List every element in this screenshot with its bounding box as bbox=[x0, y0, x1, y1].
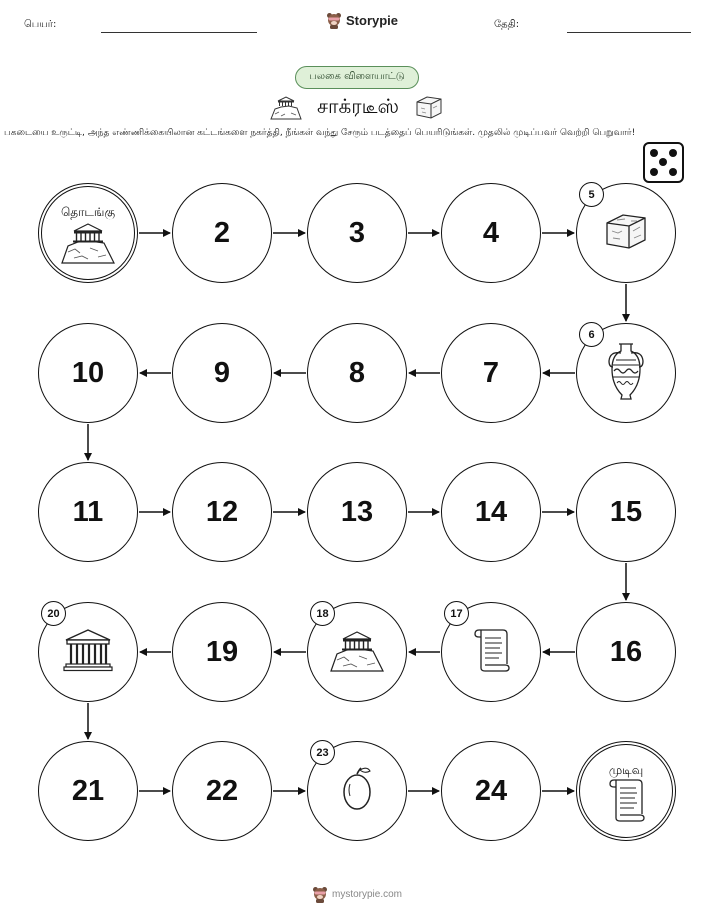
number-space-4 bbox=[441, 183, 541, 283]
brand-name: Storypie bbox=[346, 13, 399, 28]
number-space-15 bbox=[576, 462, 676, 562]
number-space-13 bbox=[307, 462, 407, 562]
date-label: தேதி: bbox=[494, 19, 520, 30]
finish-space bbox=[576, 741, 676, 841]
space-number: 22 bbox=[205, 774, 239, 807]
start-label: தொடங்கு bbox=[60, 205, 116, 219]
acropolis-icon bbox=[329, 628, 385, 676]
space-number: 21 bbox=[71, 774, 105, 807]
number-space-10 bbox=[38, 323, 138, 423]
number-space-22 bbox=[172, 741, 272, 841]
picture-space-18 bbox=[307, 602, 407, 702]
number-space-16 bbox=[576, 602, 676, 702]
greek-temple-icon bbox=[63, 628, 113, 676]
number-space-8 bbox=[307, 323, 407, 423]
bear-mascot-icon bbox=[312, 886, 328, 903]
space-number: 13 bbox=[340, 495, 374, 528]
space-number: 8 bbox=[348, 356, 366, 389]
instructions: பகடையை உருட்டி, அந்த எண்ணிக்கையிலான கட்டங்களை நகர்த்தி, நீங்கள் வந்து சேரும் படத்தைப் பெயரிடுங்கள். முதலில் முடிப்பவர் வெற்றி பெறுவார்! bbox=[4, 128, 636, 138]
number-space-14 bbox=[441, 462, 541, 562]
space-number-badge: 17 bbox=[444, 601, 469, 626]
game-type-badge: பலகை விளையாட்டு bbox=[295, 66, 419, 89]
footer bbox=[0, 886, 714, 903]
number-space-11 bbox=[38, 462, 138, 562]
finish-label: முடிவு bbox=[608, 763, 644, 777]
space-number-badge: 20 bbox=[41, 601, 66, 626]
number-space-21 bbox=[38, 741, 138, 841]
amphora-icon bbox=[604, 341, 648, 405]
number-space-9 bbox=[172, 323, 272, 423]
scroll-icon bbox=[471, 626, 511, 678]
space-number: 12 bbox=[205, 495, 239, 528]
space-number: 9 bbox=[213, 356, 231, 389]
space-number: 7 bbox=[482, 356, 500, 389]
space-number: 10 bbox=[71, 356, 105, 389]
space-number-badge: 18 bbox=[310, 601, 335, 626]
game-title: சாக்ரடீஸ் bbox=[316, 93, 400, 118]
space-number: 24 bbox=[474, 774, 508, 807]
olive-icon bbox=[339, 766, 375, 816]
number-space-24 bbox=[441, 741, 541, 841]
number-space-3 bbox=[307, 183, 407, 283]
name-label: பெயர்: bbox=[24, 19, 57, 30]
space-number-badge: 23 bbox=[310, 740, 335, 765]
number-space-12 bbox=[172, 462, 272, 562]
number-space-19 bbox=[172, 602, 272, 702]
picture-space-20 bbox=[38, 602, 138, 702]
picture-space-17 bbox=[441, 602, 541, 702]
number-space-7 bbox=[441, 323, 541, 423]
space-number: 16 bbox=[609, 635, 643, 668]
picture-space-5 bbox=[576, 183, 676, 283]
stone-block-icon bbox=[603, 211, 649, 255]
space-number: 15 bbox=[609, 495, 643, 528]
footer-site: mystorypie.com bbox=[331, 889, 402, 900]
space-number-badge: 5 bbox=[579, 182, 604, 207]
space-number: 14 bbox=[474, 495, 508, 528]
space-number-badge: 6 bbox=[579, 322, 604, 347]
space-number: 11 bbox=[72, 495, 104, 528]
start-space bbox=[38, 183, 138, 283]
scroll-icon bbox=[606, 776, 646, 828]
space-number: 3 bbox=[348, 216, 366, 249]
acropolis-icon bbox=[60, 220, 116, 268]
space-number: 19 bbox=[205, 635, 239, 668]
picture-space-6 bbox=[576, 323, 676, 423]
space-number: 2 bbox=[213, 216, 231, 249]
picture-space-23 bbox=[307, 741, 407, 841]
number-space-2 bbox=[172, 183, 272, 283]
space-number: 4 bbox=[482, 216, 500, 249]
